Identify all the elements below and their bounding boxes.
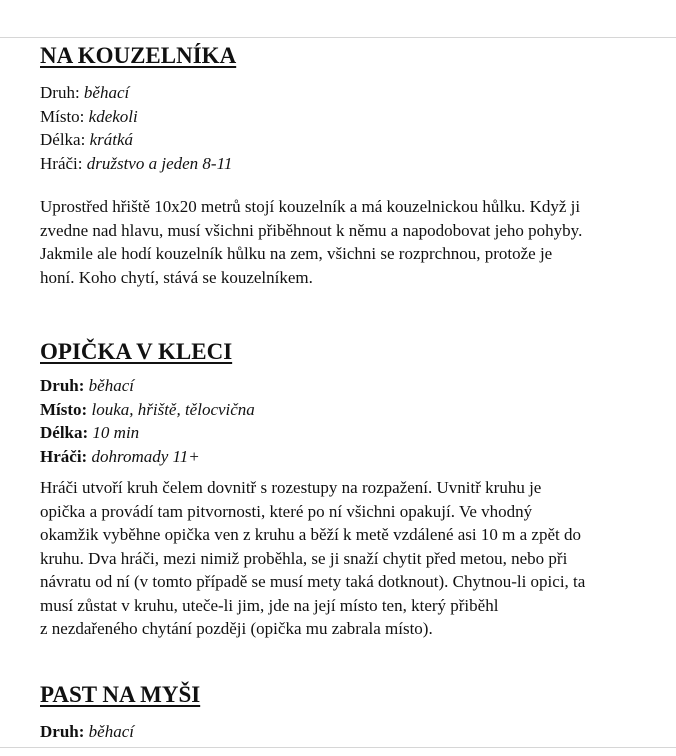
text-line: opička a provádí tam pitvornosti, které po ní všichni opakují. Ve vhodný xyxy=(40,501,533,521)
text-line: kruhu. Dva hráči, mezi nimiž proběhla, se ji snaží chytit před metou, nebo při xyxy=(40,548,568,568)
section-title: NA KOUZELNÍKA xyxy=(40,43,237,68)
text-line: z nezdařeného chytání později (opička mu zabrala místo). xyxy=(40,619,433,638)
game-metadata xyxy=(40,374,640,468)
meta-row-druh xyxy=(40,81,640,105)
top-divider xyxy=(0,37,676,38)
meta-value: louka, hřiště, tělocvična xyxy=(91,399,255,419)
meta-row-hraci xyxy=(40,152,640,176)
game-section-past-na-mysi xyxy=(40,681,640,744)
meta-key: Místo: xyxy=(40,399,88,419)
game-section-opicka-v-kleci xyxy=(40,338,640,641)
meta-key: Druh: xyxy=(40,83,80,102)
meta-value: běhací xyxy=(88,376,134,395)
game-description xyxy=(40,476,640,641)
meta-value: družstvo a jeden 8-11 xyxy=(86,153,233,173)
meta-key: Druh: xyxy=(40,376,85,395)
game-metadata xyxy=(40,81,640,175)
meta-row-delka xyxy=(40,128,640,152)
bottom-divider xyxy=(0,747,676,748)
game-section-na-kouzelnika xyxy=(40,42,640,289)
text-line: Jakmile ale hodí kouzelník hůlku na zem, všichni se rozprchnou, protože je xyxy=(40,244,553,263)
text-line: Hráči utvoří kruh čelem dovnitř s rozestupy na rozpažení. Uvnitř kruhu je xyxy=(40,478,542,497)
meta-row-druh xyxy=(40,374,640,398)
meta-row-druh xyxy=(40,720,640,744)
section-title: OPIČKA V KLECI xyxy=(40,339,233,364)
meta-key: Délka: xyxy=(40,130,86,149)
meta-value: 10 min xyxy=(92,423,140,442)
meta-key: Hráči: xyxy=(40,153,83,173)
text-line: Uprostřed hřiště 10x20 metrů stojí kouzelník a má kouzelnickou hůlku. Když ji xyxy=(40,197,581,216)
meta-value: dohromady 11+ xyxy=(91,446,200,466)
section-title: PAST NA MYŠI xyxy=(40,681,201,707)
meta-key: Místo: xyxy=(40,106,85,126)
meta-row-delka xyxy=(40,421,640,445)
meta-key: Délka: xyxy=(40,423,89,442)
meta-value: běhací xyxy=(88,721,134,741)
meta-key: Druh: xyxy=(40,721,85,741)
game-metadata xyxy=(40,720,640,744)
text-line: zvedne nad hlavu, musí všichni přiběhnout k němu a napodobovat jeho pohyby. xyxy=(40,220,583,240)
meta-row-misto xyxy=(40,398,640,422)
meta-value: běhací xyxy=(83,83,130,102)
meta-value: krátká xyxy=(89,130,134,149)
game-description xyxy=(40,195,640,289)
document-page xyxy=(40,42,640,743)
text-line: honí. Koho chytí, stává se kouzelníkem. xyxy=(40,267,313,287)
text-line: musí zůstat v kruhu, uteče-li jim, jde na její místo ten, který přiběhl xyxy=(40,595,499,615)
text-line: okamžik vyběhne opička ven z kruhu a běží k metě vzdálené asi 10 m a zpět do xyxy=(40,525,581,544)
meta-row-hraci xyxy=(40,445,640,469)
meta-value: kdekoli xyxy=(88,106,138,126)
meta-key: Hráči: xyxy=(40,446,88,466)
text-line: návratu od ní (v tomto případě se musí mety taká dotknout). Chytnou-li opici, ta xyxy=(40,572,586,591)
meta-row-misto xyxy=(40,105,640,129)
